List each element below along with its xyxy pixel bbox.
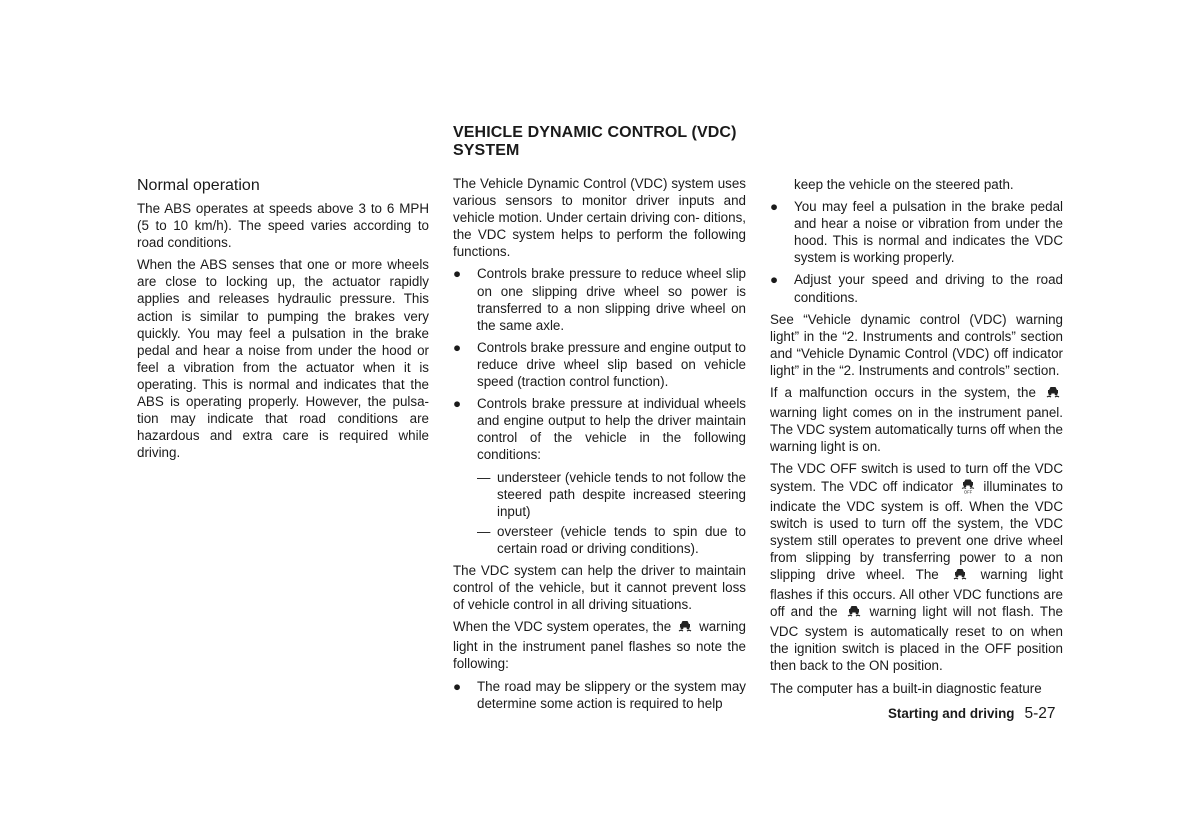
column-2 (453, 175, 746, 717)
dash-icon: — (477, 523, 491, 539)
bullet-icon: ● (453, 396, 462, 412)
bullet-item (770, 271, 1063, 305)
subheading-normal-operation: Normal operation (137, 177, 260, 194)
bullet-icon: ● (770, 199, 779, 215)
dash-icon: — (477, 469, 491, 485)
dash-text: oversteer (vehicle tends to spin due to certain road or driving conditions). (497, 523, 746, 556)
text-run: illuminates to indicate the VDC system is off. When the VDC switch is used to turn off the system, the VDC system still operates to prevent one drive wheel from slipping by transferring power to a non slipping drive wheel. The (770, 478, 1063, 582)
vdc-warning-icon (952, 567, 968, 586)
bullet-item (453, 678, 746, 712)
text-run: warning light comes on in the instrument panel. The VDC system automatically turns off when the warning light is on. (770, 405, 1063, 455)
paragraph-see-reference: See “Vehicle dynamic control (VDC) warning light” in the “2. Instruments and controls” section and “Vehicle Dynamic Control (VDC) off indicator light” in the “2. Instruments and controls” section. (770, 311, 1063, 378)
bullet-icon: ● (453, 266, 462, 282)
bullet-icon: ● (453, 678, 462, 694)
paragraph-vdc-off-switch (770, 460, 1063, 674)
bullet-item (453, 395, 746, 463)
footer-section-title: Starting and driving (888, 706, 1015, 721)
bullet-continuation (770, 176, 1063, 193)
page-footer (888, 705, 1056, 723)
text-run: warning light will not flash. The VDC system is automatically reset to on when the ignition switch is placed in the OFF position then back to the ON position. (770, 604, 1063, 674)
paragraph-malfunction (770, 384, 1063, 455)
bullet-text: Controls brake pressure and engine output to reduce drive wheel slip based on vehicle speed (traction control function). (477, 339, 746, 390)
paragraph-vdc-operates (453, 618, 746, 672)
paragraph-vdc-intro: The Vehicle Dynamic Control (VDC) system uses various sensors to monitor driver inputs and vehicle motion. Under certain driving con- ditions, the VDC system helps to perform the following functions. (453, 176, 746, 260)
paragraph-vdc-help: The VDC system can help the driver to maintain control of the vehicle, but it cannot prevent loss of vehicle control in all driving situations. (453, 562, 746, 613)
bullet-item (770, 198, 1063, 266)
bullet-text: The road may be slippery or the system may determine some action is required to help (477, 678, 746, 711)
bullet-text: keep the vehicle on the steered path. (794, 177, 1014, 192)
text-run: warning light flashes if this occurs. All other VDC functions are off and the (770, 566, 1063, 620)
text-run: warning light in the instrument panel flashes so note the following: (453, 619, 746, 672)
column-3 (770, 176, 1063, 702)
bullet-text: You may feel a pulsation in the brake pedal and hear a noise or vibration from under the hood. This is normal and indicates the VDC system is working properly. (794, 199, 1063, 266)
bullet-text: Adjust your speed and driving to the road conditions. (794, 272, 1063, 305)
vdc-warning-icon (1045, 385, 1061, 404)
section-heading-vdc: VEHICLE DYNAMIC CONTROL (VDC) SYSTEM (453, 124, 737, 159)
dash-item (453, 469, 746, 520)
vdc-warning-icon (677, 619, 693, 638)
vdc-off-icon (960, 478, 976, 498)
page-number: 5-27 (1024, 705, 1056, 722)
text-run: If a malfunction occurs in the system, the (770, 385, 1036, 401)
dash-item (453, 523, 746, 557)
vdc-off-icon-label: OFF (964, 489, 973, 494)
column-1 (137, 176, 429, 466)
paragraph-diagnostic: The computer has a built-in diagnostic feature (770, 680, 1042, 696)
text-run: The VDC OFF switch is used to turn off the VDC system. The VDC off indicator (770, 461, 1063, 494)
text-run: When the VDC system operates, the (453, 619, 672, 635)
dash-text: understeer (vehicle tends to not follow the steered path despite increased steering input) (497, 469, 746, 519)
vdc-warning-icon (846, 604, 862, 623)
bullet-text: Controls brake pressure to reduce wheel slip on one slipping drive wheel so power is transferred to a non slipping drive wheel on the same axle. (477, 266, 746, 333)
bullet-item (453, 265, 746, 333)
paragraph-abs-operation: When the ABS senses that one or more wheels are close to locking up, the actuator rapidly applies and releases hydraulic pressure. This action is similar to pumping the brakes very quickly. You may feel a pulsation in the brake pedal and hear a noise from under the hood or feel a vibration from the actuator when it is operating. This is normal and indicates that the ABS is operating properly. However, the pulsa- tion may indicate that road conditions are hazardous and extra care is required while driving. (137, 257, 429, 461)
bullet-item (453, 339, 746, 390)
paragraph-abs-speed: The ABS operates at speeds above 3 to 6 MPH (5 to 10 km/h). The speed varies according to road conditions. (137, 201, 429, 251)
bullet-icon: ● (770, 272, 779, 288)
bullet-icon: ● (453, 339, 462, 355)
bullet-text: Controls brake pressure at individual wheels and engine output to help the driver maintain control of the vehicle in the following conditions: (477, 396, 746, 463)
